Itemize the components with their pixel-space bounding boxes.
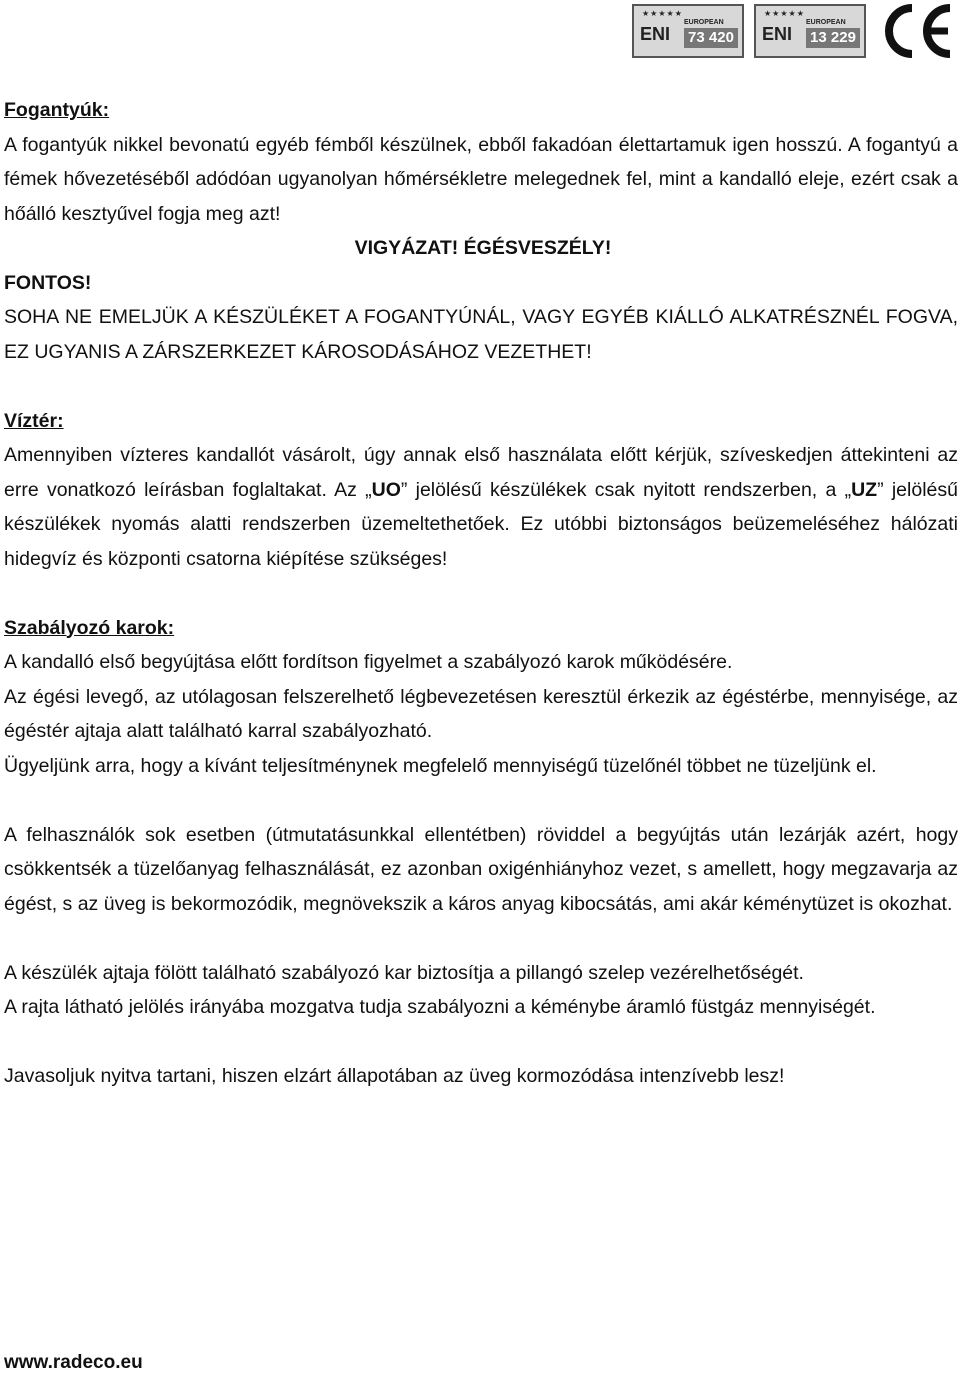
section-title-levers: Szabályozó karok:: [4, 616, 175, 639]
ce-mark-icon: [876, 2, 956, 60]
uz-mark: UZ: [851, 478, 878, 501]
section-title-handles: Fogantyúk:: [4, 99, 110, 121]
document-body: [4, 93, 958, 1094]
section-title-water: Víztér:: [4, 409, 64, 432]
eni-number: 73 420: [684, 28, 738, 48]
eni-tag: EUROPEAN: [806, 19, 846, 26]
levers-paragraph-6: A rajta látható jelölés irányába mozgatva tudja szabályozni a kéménybe áramló füstgáz mennyiségét.: [4, 996, 876, 1018]
eni-brand: ENI: [762, 24, 793, 44]
eni-tag: EUROPEAN: [684, 19, 724, 26]
levers-paragraph-3: Ügyeljünk arra, hogy a kívánt teljesítménynek megfelelő mennyiségű tüzelőnél többet ne tüzeljünk el.: [4, 754, 877, 777]
uo-mark: UO: [371, 478, 401, 501]
important-label: FONTOS!: [4, 271, 92, 294]
water-text-b: ” jelölésű készülékek csak nyitott rendszerben, a „: [400, 478, 852, 501]
burn-warning: VIGYÁZAT! ÉGÉSVESZÉLY!: [354, 237, 612, 259]
levers-paragraph-4: A felhasználók sok esetben (útmutatásunkkal ellentétben) röviddel a begyújtás után lezárják azért, hogy csökkentsék a tüzelőanyag felhasználását, ez azonban oxigénhiányhoz vezet, s amellett, hogy megzavarja az égést, s az üveg is bekormozódik, megnövekszik a káros anyag kibocsátás, ami akár kéménytüzet is okozhat.: [4, 823, 958, 915]
water-text-c: ” jelölésű készülékek nyomás alatti rendszerben üzemeltethetőek. Ez utóbbi biztonságos beüzemeléséhez hálózati hidegvíz és központi csatorna kiépítése szükséges!: [4, 478, 958, 570]
levers-paragraph-7: Javasoljuk nyitva tartani, hiszen elzárt állapotában az üveg kormozódása intenzívebb lesz!: [4, 1065, 785, 1087]
footer-url[interactable]: www.radeco.eu: [4, 1352, 143, 1373]
eni-brand: ENI: [640, 24, 671, 44]
eni-logo-13229: [754, 4, 866, 58]
levers-paragraph-1: A kandalló első begyújtása előtt fordítson figyelmet a szabályozó karok működésére.: [4, 651, 733, 673]
water-paragraph: [4, 438, 958, 576]
handles-paragraph: A fogantyúk nikkel bevonatú egyéb fémből készülnek, ebből fakadóan élettartamuk igen hosszú. A fogantyú a fémek hővezetéséből adódóan ugyanolyan hőmérsékletre melegednek fel, mint a kandalló eleje, ezért csak a hőálló kesztyűvel fogja meg azt!: [4, 133, 958, 225]
levers-paragraph-5: A készülék ajtaja fölött található szabályozó kar biztosítja a pillangó szelep vezérelhetőségét.: [4, 961, 804, 984]
eni-stars: ★★★★★: [642, 9, 683, 18]
eni-logo-73420: [632, 4, 744, 58]
eni-number: 13 229: [806, 28, 860, 48]
levers-paragraph-2: Az égési levegő, az utólagosan felszerelhető légbevezetésen keresztül érkezik az égéstérbe, mennyisége, az égéstér ajtaja alatt található karral szabályozható.: [4, 685, 958, 742]
important-text: SOHA NE EMELJÜK A KÉSZÜLÉKET A FOGANTYÚNÁL, VAGY EGYÉB KIÁLLÓ ALKATRÉSZNÉL FOGVA, EZ UGYANIS A ZÁRSZERKEZET KÁROSODÁSÁHOZ VEZETHET!: [4, 306, 958, 363]
water-text-a: Amennyiben vízteres kandallót vásárolt, úgy annak első használata előtt kérjük, szíveskedjen áttekinteni az erre vonatkozó leírásban foglaltakat. Az „: [4, 444, 958, 501]
certification-logos: [632, 2, 956, 60]
eni-stars: ★★★★★: [764, 9, 805, 18]
